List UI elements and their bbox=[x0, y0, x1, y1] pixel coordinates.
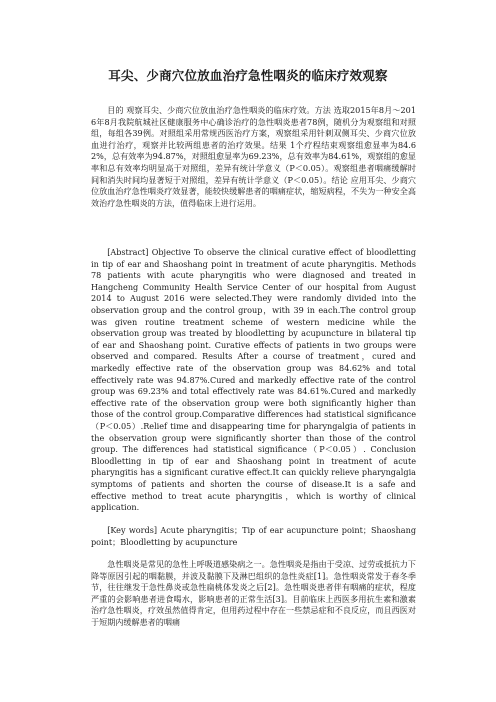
paper-title: 耳尖、少商穴位放血治疗急性咽炎的临床疗效观察 bbox=[108, 68, 388, 83]
keywords-english: [Key words] Acute pharyngitis；Tip of ear acupuncture point；Shaoshang point；Bloodletting by acupuncture bbox=[91, 525, 416, 547]
abstract-chinese: 目的 观察耳尖、少商穴位放血治疗急性咽炎的临床疗效。方法 选取2015年8月～2016年8月我院航城社区健康服务中心确诊治疗的急性咽炎患者78例，随机分为观察组和对照组，每组各39例。对照组采用常规西医治疗方案，观察组采用针刺双侧耳尖、少商穴位放血进行治疗，观察并比较两组患者的治疗效果。结果 1个疗程结束观察组愈显率为84.62%，总有效率为94.87%，对照组愈显率为69.23%，总有效率为84.61%，观察组的愈显率和总有效率均明显高于对照组，差异有统计学意义（P＜0.05）。观察组患者咽痛缓解时间和消失时间均显著短于对照组，差异有统计学意义（P＜0.05）。结论 应用耳尖、少商穴位放血治疗急性咽炎疗效显著，能较快缓解患者的咽痛症状，缩短病程，不失为一种安全高效治疗急性咽炎的方法，值得临床上进行运用。 bbox=[91, 105, 416, 208]
abstract-english: [Abstract] Objective To observe the clinical curative effect of bloodletting in tip of ear and Shaoshang point in treatment of acute pharyngitis. Methods 78 patients with acute pharyngitis who were diagnosed and treated in Hangcheng Community Health Service Center of our hospital from August 2014 to August 2016 were selected.They were randomly divided into the observation group and the control group，with 39 in each.The control group was given routine treatment scheme of western medicine while the observation group was treated by bloodletting by acupuncture in bilateral tip of ear and Shaoshang point. Curative effects of patients in two groups were observed and compared. Results After a course of treatment，cured and markedly effective rate of the observation group was 84.62% and total effectively rate was 94.87%.Cured and markedly effective rate of the control group was 69.23% and total effectively rate was 84.61%.Cured and markedly effective rate of the observation group were both significantly higher than those of the control group.Comparative differences had statistical significance（P＜0.05）.Relief time and disappearing time for pharyngalgia of patients in the observation group were significantly shorter than those of the control group. The differences had statistical significance（P＜0.05）. Conclusion Bloodletting in tip of ear and Shaoshang point in treatment of acute pharyngitis has a significant curative effect.It can quickly relieve pharyngalgia symptoms of patients and shorten the course of disease.It is a safe and effective method to treat acute pharyngitis，which is worthy of clinical application. bbox=[91, 247, 416, 513]
body-paragraph: 急性咽炎是常见的急性上呼吸道感染病之一。急性咽炎是指由于受凉、过劳或抵抗力下降等原因引起的咽黏膜，并波及黏膜下及淋巴组织的急性炎症[1]。急性咽炎常发于春冬季节，往往继发于急性鼻炎或急性扁桃体发炎之后[2]。急性咽炎患者伴有咽痛的症状，程度严重的会影响患者进食喝水，影响患者的正常生活[3]。目前临床上西医多用抗生素和激素治疗急性咽炎，疗效虽然值得肯定，但用药过程中存在一些禁忌症和不良反应，而且西医对于短期内缓解患者的咽痛 bbox=[91, 559, 416, 628]
